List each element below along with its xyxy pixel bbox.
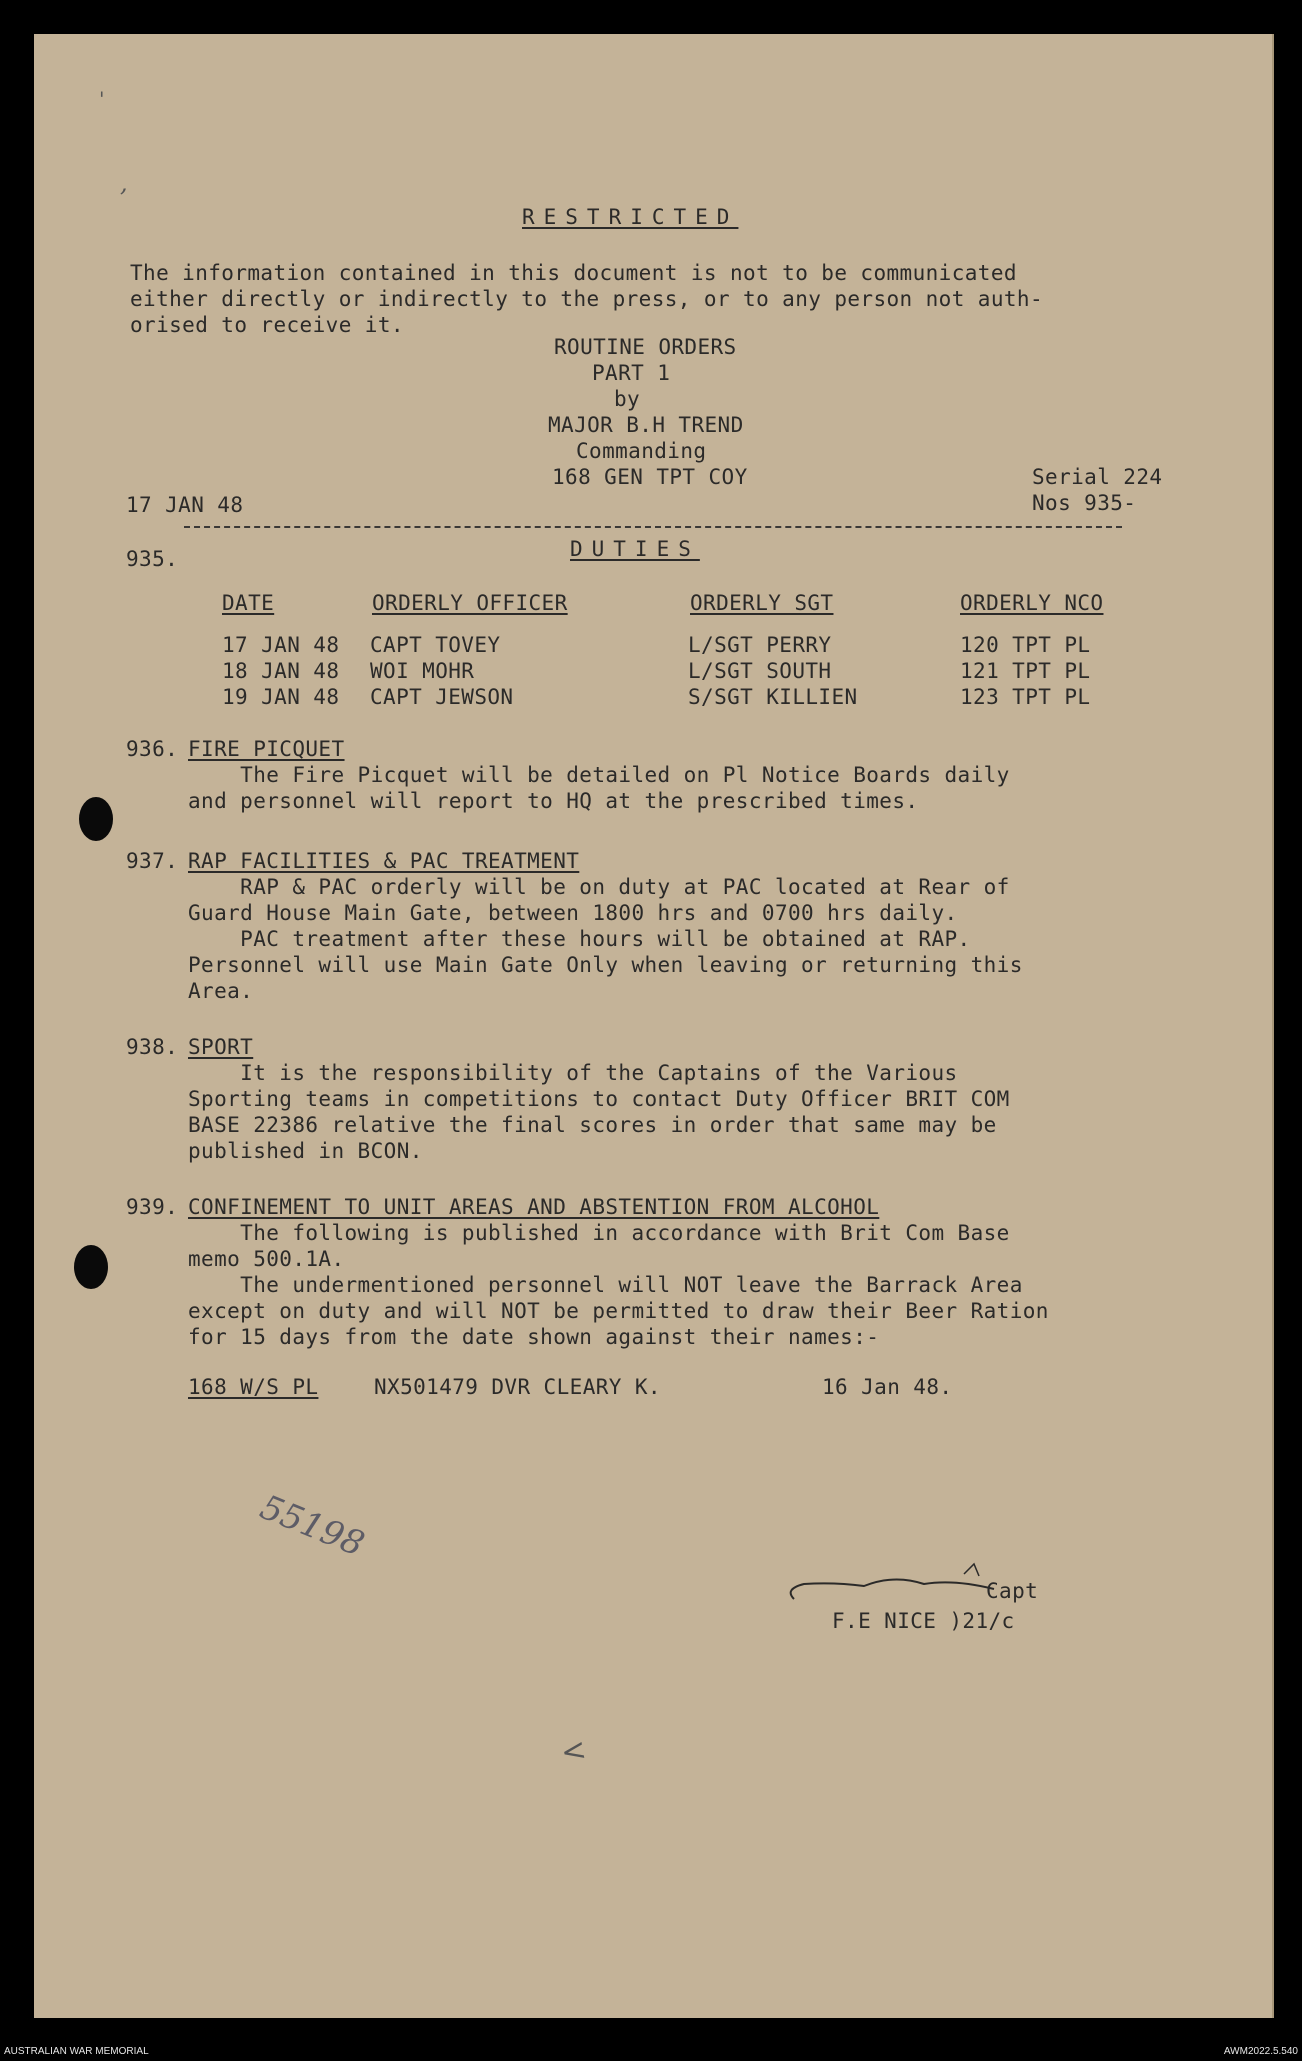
archive-credit: AUSTRALIAN WAR MEMORIAL: [4, 2046, 149, 2057]
section-line: It is the responsibility of the Captains of the Various: [188, 1061, 958, 1085]
section-line: The Fire Picquet will be detailed on Pl Notice Boards daily: [188, 763, 1010, 787]
restriction-notice-line: orised to receive it.: [130, 313, 404, 337]
margin-mark: ': [99, 87, 105, 111]
signature-name: F.E NICE )21/c: [832, 1609, 1015, 1633]
section-line: The following is published in accordance with Brit Com Base: [188, 1221, 1010, 1245]
archive-reference: AWM2022.5.540: [1223, 2046, 1298, 2057]
section-line: PAC treatment after these hours will be obtained at RAP.: [188, 927, 971, 951]
duty-sgt: L/SGT PERRY: [688, 633, 832, 657]
orders-title: ROUTINE ORDERS: [554, 335, 737, 359]
duty-sgt: L/SGT SOUTH: [688, 659, 832, 683]
section-title: SPORT: [188, 1035, 254, 1059]
commander-role: Commanding: [576, 439, 707, 463]
section-line: The undermentioned personnel will NOT leave the Barrack Area: [188, 1273, 1023, 1297]
column-header-officer: ORDERLY OFFICER: [372, 591, 568, 615]
section-number: 937.: [126, 849, 179, 873]
duty-date: 19 JAN 48: [222, 685, 340, 709]
confinement-unit: 168 W/S PL: [188, 1375, 319, 1399]
duty-officer: CAPT JEWSON: [370, 685, 514, 709]
restriction-notice-line: The information contained in this document is not to be communicated: [130, 261, 1017, 285]
document-page: [34, 34, 1274, 2018]
punch-hole-bottom: [74, 1245, 108, 1289]
confinement-date: 16 Jan 48.: [822, 1375, 953, 1399]
serial-number: Serial 224: [1032, 465, 1163, 489]
column-header-date: DATE: [222, 591, 275, 615]
section-line: except on duty and will NOT be permitted to draw their Beer Ration: [188, 1299, 1049, 1323]
section-line: RAP & PAC orderly will be on duty at PAC located at Rear of: [188, 875, 1010, 899]
handwritten-tick: <: [558, 1732, 589, 1771]
section-heading: DUTIES: [570, 537, 700, 561]
orders-by: by: [614, 387, 641, 411]
signature-rank: Capt: [986, 1579, 1039, 1603]
duty-sgt: S/SGT KILLIEN: [688, 685, 858, 709]
duty-nco: 121 TPT PL: [960, 659, 1091, 683]
section-line: published in BCON.: [188, 1139, 423, 1163]
column-header-nco: ORDERLY NCO: [960, 591, 1104, 615]
duty-officer: CAPT TOVEY: [370, 633, 501, 657]
section-number: 938.: [126, 1035, 179, 1059]
column-header-sgt: ORDERLY SGT: [690, 591, 834, 615]
commander-name: MAJOR B.H TREND: [548, 413, 744, 437]
section-line: Sporting teams in competitions to contact Duty Officer BRIT COM: [188, 1087, 1010, 1111]
restriction-notice-line: either directly or indirectly to the press, or to any person not auth-: [130, 287, 1044, 311]
section-number: 939.: [126, 1195, 179, 1219]
duty-nco: 123 TPT PL: [960, 685, 1091, 709]
duty-date: 17 JAN 48: [222, 633, 340, 657]
divider-line: [184, 526, 1122, 528]
section-line: Guard House Main Gate, between 1800 hrs and 0700 hrs daily.: [188, 901, 958, 925]
confinement-detail: NX501479 DVR CLEARY K.: [374, 1375, 661, 1399]
unit-name: 168 GEN TPT COY: [552, 465, 748, 489]
section-line: for 15 days from the date shown against their names:-: [188, 1325, 880, 1349]
section-line: BASE 22386 relative the final scores in order that same may be: [188, 1113, 997, 1137]
handwritten-number: 55198: [254, 1487, 370, 1565]
section-line: memo 500.1A.: [188, 1247, 345, 1271]
duty-officer: WOI MOHR: [370, 659, 475, 683]
section-title: FIRE PICQUET: [188, 737, 345, 761]
section-line: Personnel will use Main Gate Only when leaving or returning this: [188, 953, 1023, 977]
section-title: CONFINEMENT TO UNIT AREAS AND ABSTENTION FROM ALCOHOL: [188, 1195, 880, 1219]
section-number: 935.: [126, 547, 179, 571]
section-line: Area.: [188, 979, 254, 1003]
margin-mark: ,: [120, 169, 128, 197]
classification-heading: RESTRICTED: [522, 205, 739, 229]
punch-hole-top: [79, 797, 113, 841]
section-number: 936.: [126, 737, 179, 761]
duty-date: 18 JAN 48: [222, 659, 340, 683]
order-numbers: Nos 935-: [1032, 491, 1137, 515]
order-date: 17 JAN 48: [126, 493, 244, 517]
section-line: and personnel will report to HQ at the prescribed times.: [188, 789, 919, 813]
duty-nco: 120 TPT PL: [960, 633, 1091, 657]
orders-part: PART 1: [592, 361, 671, 385]
section-title: RAP FACILITIES & PAC TREATMENT: [188, 849, 580, 873]
